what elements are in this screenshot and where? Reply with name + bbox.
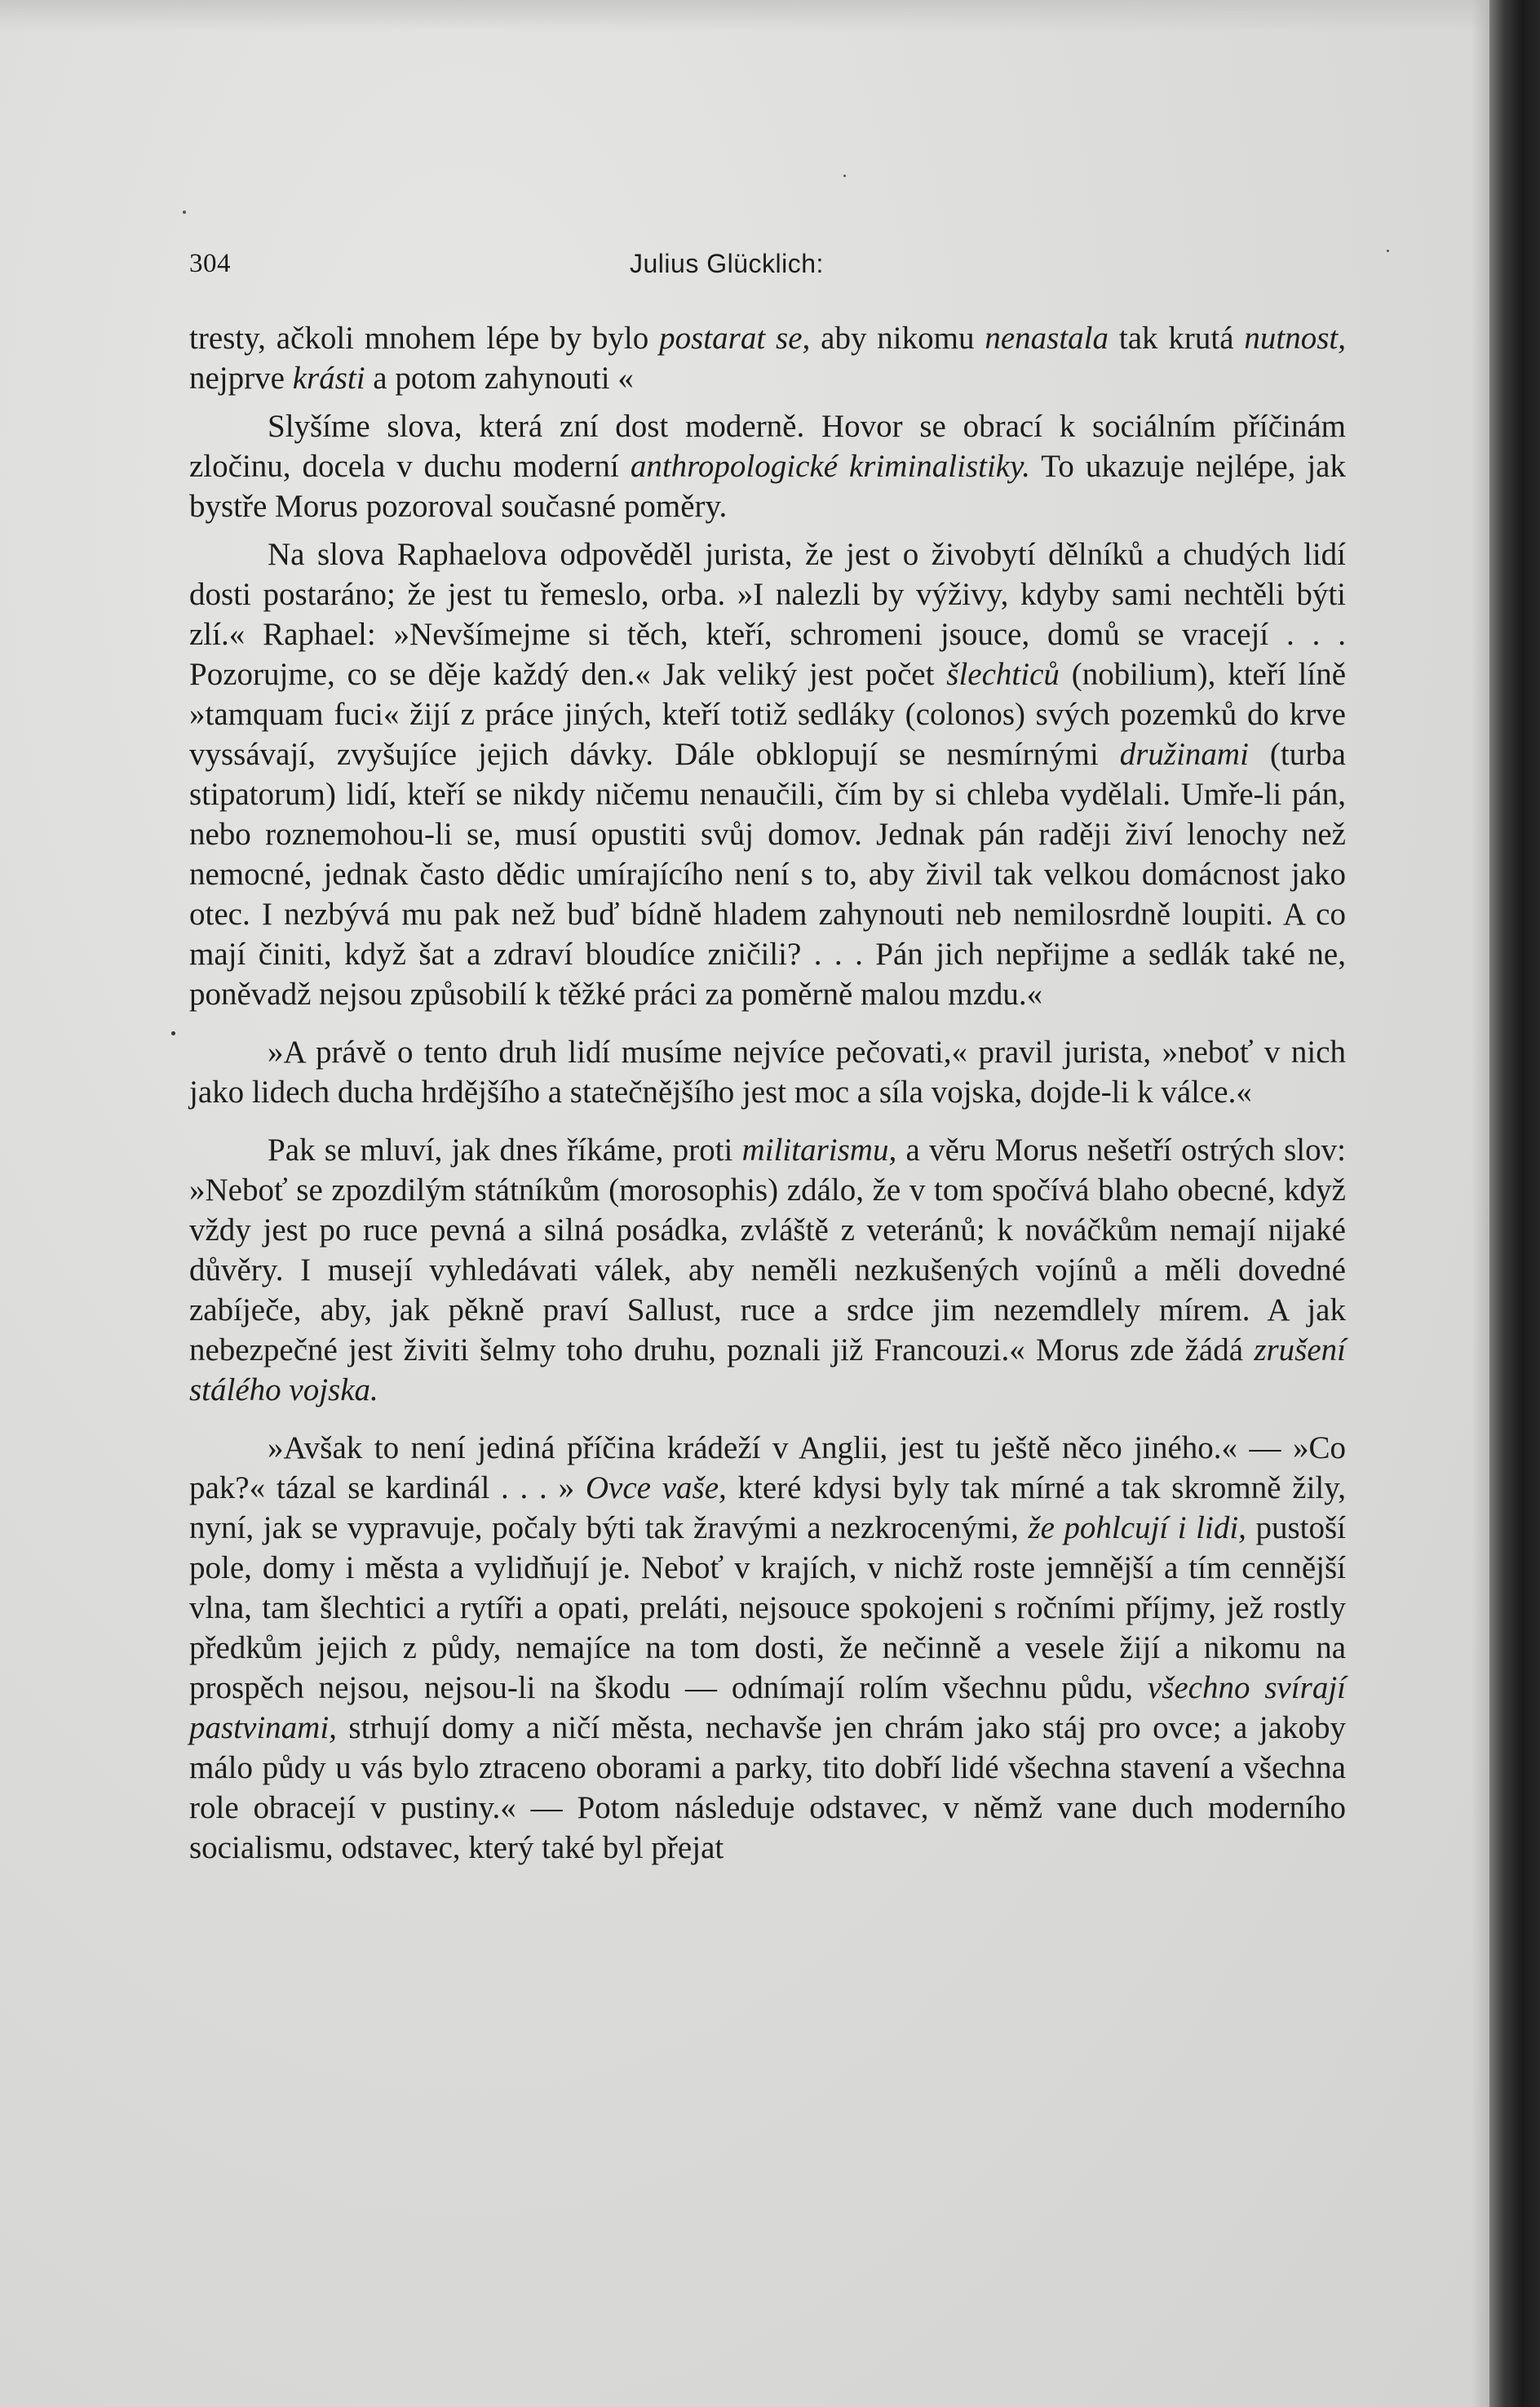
text-run: Slyšíme slova, která zní dost moderně. Hovor se obrací k sociálním příčinám zločinu, docela v duchu moderní [189, 409, 1346, 484]
italic-emphasis: nenastala [985, 321, 1109, 356]
paragraph [189, 406, 1346, 526]
paragraph [189, 1032, 1346, 1112]
text-run: strhují domy a ničí města, nechavše jen chrám jako stáj pro ovce; a jakoby málo půdy u vás bylo ztraceno oborami a parky, tito dobří lidé všechna stavení a všechna role obracejí v pustiny.« — Potom následuje odstavec, v němž vane duch moderního socialismu, odstavec, který také byl přejat [189, 1710, 1346, 1865]
paragraph [189, 318, 1346, 398]
top-shadow [0, 0, 1540, 33]
page-edge-highlight [1471, 0, 1489, 2407]
scan-speck [171, 1031, 175, 1035]
text-run: tak krutá [1109, 321, 1245, 356]
paragraph [189, 1428, 1346, 1868]
scan-speck [843, 175, 846, 177]
italic-emphasis: krásti [292, 361, 365, 396]
running-head: Julius Glücklich: [630, 249, 824, 278]
italic-emphasis: zrušení stálého vojska. [189, 1332, 1346, 1407]
text-run: Pak se mluví, jak dnes říkáme, proti [268, 1133, 742, 1168]
scan-speck [183, 211, 186, 214]
text-run: »A právě o tento druh lidí musíme nejvíce pečovati,« pravil jurista, »neboť v nich jako lidech ducha hrdějšího a statečnějšího jest moc a síla vojska, dojde-li k válce.« [189, 1035, 1346, 1110]
text-run: které kdysi byly tak mírné a tak skromně žily, nyní, jak se vypravuje, počaly býti tak žravými a nezkrocenými, [189, 1470, 1346, 1545]
italic-emphasis: Ovce vaše, [585, 1470, 727, 1505]
italic-emphasis: všechno svírají pastvinami, [189, 1670, 1346, 1745]
paragraph [189, 1130, 1346, 1410]
text-run: aby nikomu [810, 321, 985, 356]
paragraph [189, 534, 1346, 1014]
italic-emphasis: postarat se, [659, 321, 811, 356]
book-binding-edge [1489, 0, 1540, 2407]
text-run: (nobilium), kteří líně »tamquam fuci« žijí z práce jiných, kteří totiž sedláky (colonos) svých pozemků do krve vyssávají, zvyšujíce jejich dávky. Dále obklopují se nesmírnými [189, 657, 1347, 772]
text-run: nejprve [189, 361, 293, 396]
body-text [189, 318, 1346, 1868]
text-run: (turba stipatorum) lidí, kteří se nikdy ničemu nenaučili, čím by si chleba vydělali. Umře-li pán, nebo roznemohou-li se, musí opustiti svůj domov. Jednak pán raději živí lenochy než nemocné, jednak často dědic umírajícího není s to, aby živil tak velkou domácnost jako otec. I nezbývá mu pak než buď bídně hladem zahynouti neb nemilosrdně loupiti. A co mají činiti, když šat a zdraví bloudíce zničili? . . . Pán jich nepřijme a sedlák také ne, poněvadž nejsou způsobilí k těžké práci za poměrně malou mzdu.« [189, 737, 1346, 1012]
italic-emphasis: družinami [1119, 737, 1249, 772]
page-number: 304 [189, 249, 231, 278]
text-run: a věru Morus nešetří ostrých slov: »Neboť se zpozdilým státníkům (morosophis) zdálo, že v tom spočívá blaho obecné, když vždy jest po ruce pevná a silná posádka, zvláště z veteránů; k nováčkům nemají nijaké důvěry. I musejí vyhledávati válek, aby neměli nezkušených vojínů a měli dovedné zabíječe, aby, jak pěkně praví Sallust, ruce a srdce jim nezemdlely mírem. A jak nebezpečné jest živiti šelmy toho druhu, poznali již Francouzi.« Morus zde žádá [189, 1133, 1346, 1368]
italic-emphasis: nutnost, [1244, 321, 1346, 356]
italic-emphasis: šlechticů [946, 657, 1060, 692]
text-run: Na slova Raphaelova odpověděl jurista, že jest o živobytí dělníků a chudých lidí dosti postaráno; že jest tu řemeslo, orba. »I nalezli by výživy, kdyby sami nechtěli býti zlí.« Raphael: »Nevšímejme si těch, kteří, schromeni jsouce, domů se vracejí . . . Pozorujme, co se děje každý den.« Jak veliký jest počet [189, 537, 1346, 692]
text-run: a potom zahynouti « [365, 361, 634, 396]
text-run: »Avšak to není jediná příčina krádeží v Anglii, jest tu ještě něco jiného.« — »Co pak?« tázal se kardinál . . . » [189, 1430, 1346, 1505]
scan-speck [1387, 250, 1389, 252]
text-run: To ukazuje nejlépe, jak bystře Morus pozoroval současné poměry. [189, 449, 1346, 524]
text-run: pustoší pole, domy i města a vylidňují je. Neboť v krajích, v nichž roste jemnější a tím cennější vlna, tam šlechtici a rytíři a opati, preláti, nejsouce spokojeni s ročními příjmy, jež rostly předkům jejich z půdy, nemajíce na tom dosti, že nečinně a vesele žijí a nikomu na prospěch nejsou, nejsou-li na škodu — odnímají rolím všechnu půdu, [189, 1510, 1347, 1705]
text-run: tresty, ačkoli mnohem lépe by bylo [189, 321, 660, 356]
italic-emphasis: militarismu, [741, 1133, 897, 1168]
italic-emphasis: že pohlcují i lidi, [1028, 1510, 1246, 1545]
page-header [189, 249, 1348, 281]
italic-emphasis: anthropologické kriminalistiky. [630, 449, 1031, 484]
